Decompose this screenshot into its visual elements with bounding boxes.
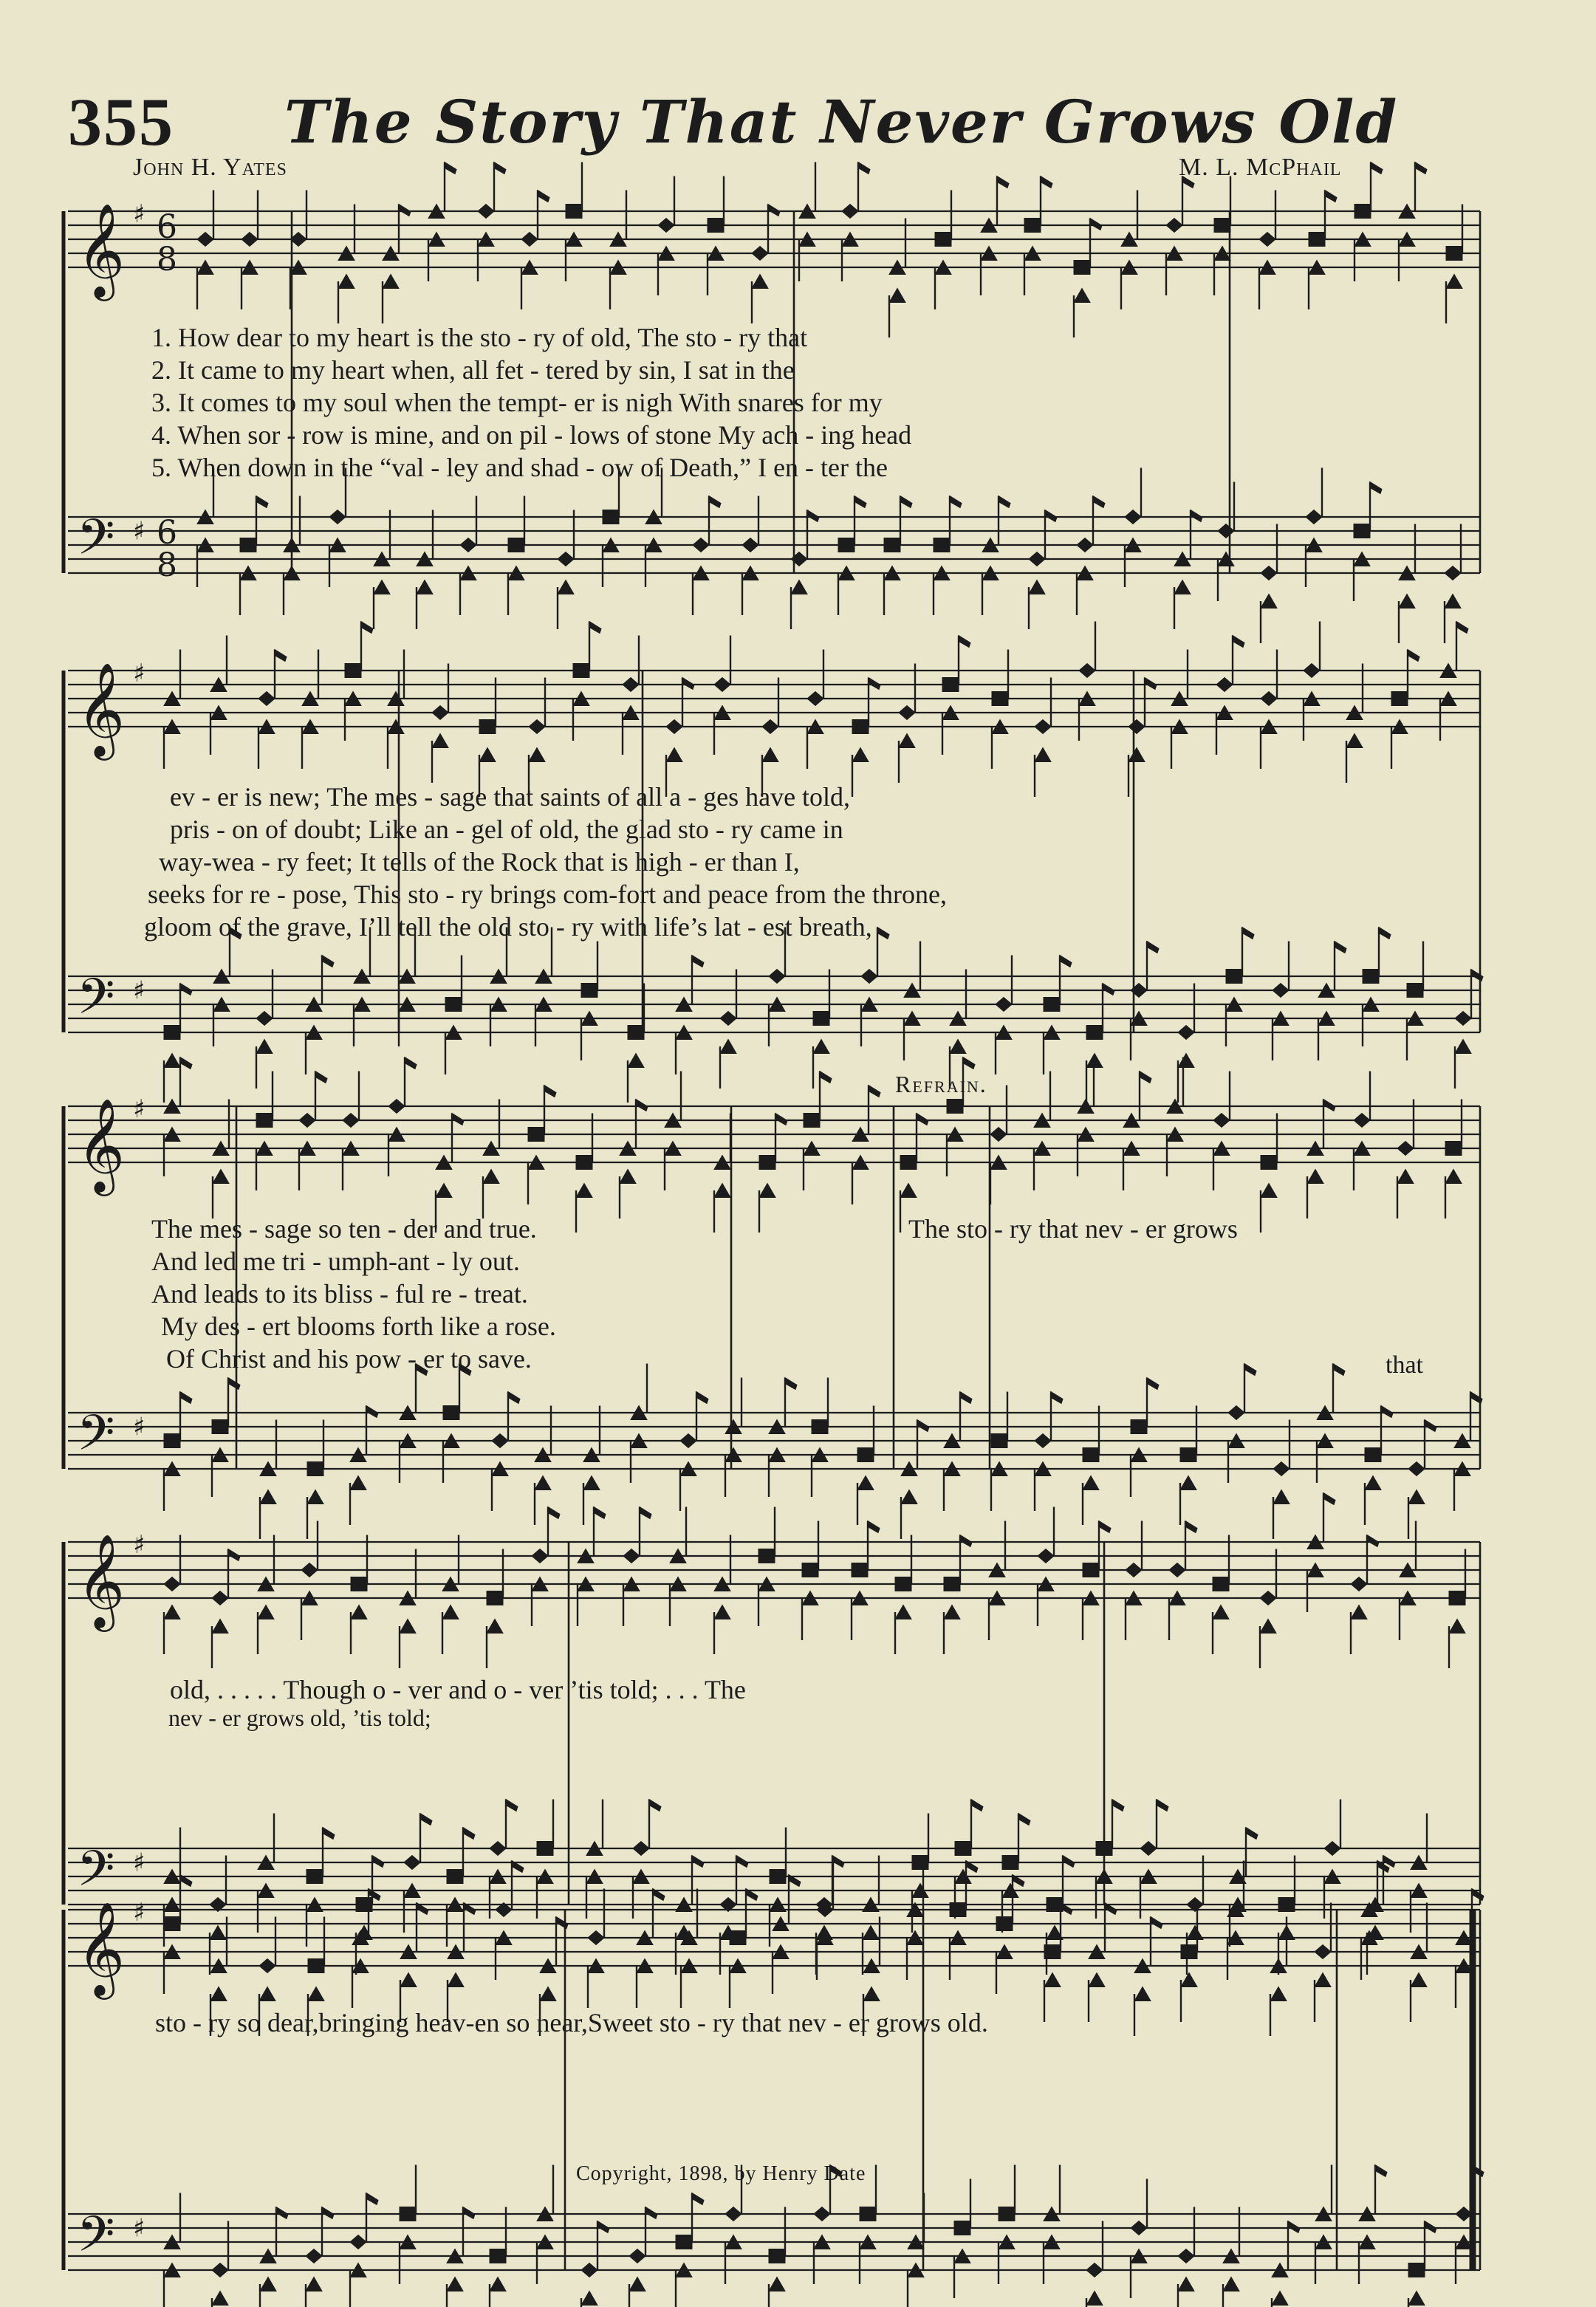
refrain-lyric-2: nev - er grows old, ’tis told; [168,1704,431,1731]
svg-text:𝄞: 𝄞 [77,1901,126,1995]
verse-lyric-1-5: 5. When down in the “val - ley and shad - ow of Death,” I en - ter the [151,453,888,482]
verse-lyric-3-2: And led me tri - umph-ant - ly out. [151,1247,520,1276]
verse-lyric-1-4: 4. When sor - row is mine, and on pil - lows of stone My ach - ing head [151,420,912,450]
svg-text:𝄢: 𝄢 [77,509,115,577]
composer: M. L. McPhail [1179,154,1342,181]
svg-text:♯: ♯ [133,976,145,1006]
verse-lyric-3-4: My des - ert blooms forth like a rose. [161,1312,556,1341]
svg-text:♯: ♯ [133,2213,145,2243]
svg-text:8: 8 [157,546,177,584]
svg-text:𝄢: 𝄢 [77,968,115,1037]
svg-text:♯: ♯ [133,1412,145,1442]
verse-lyric-2-2: pris - on of doubt; Like an - gel of old, the glad sto - ry came in [170,815,843,844]
bass-cue-that: that [1386,1351,1423,1379]
svg-text:♯: ♯ [133,659,145,689]
svg-text:♯: ♯ [133,199,145,230]
verse-lyric-3-1: The mes - sage so ten - der and true. [151,1214,537,1244]
hymn-title: The Story That Never Grows Old [284,87,1399,157]
final-lyric: sto - ry so dear,bringing heav-en so near,Sweet sto - ry that nev - er grows old. [155,2008,988,2037]
verse-lyric-2-5: gloom of the grave, I’ll tell the old sto - ry with life’s lat - est breath, [144,912,872,942]
svg-text:♯: ♯ [133,516,145,546]
verse-lyric-3-5: Of Christ and his pow - er to save. [166,1344,532,1374]
svg-text:𝄞: 𝄞 [77,662,126,756]
verse-lyric-1-3: 3. It comes to my soul when the tempt- er is nigh With snares for my [151,388,883,417]
svg-text:♯: ♯ [133,1530,145,1560]
svg-text:𝄞: 𝄞 [77,202,126,297]
svg-text:6: 6 [157,208,177,246]
svg-text:𝄢: 𝄢 [77,2206,115,2275]
verse-lyric-1-2: 2. It came to my heart when, all fet - tered by sin, I sat in the [151,355,795,385]
svg-text:♯: ♯ [133,1848,145,1878]
svg-text:𝄢: 𝄢 [77,1840,115,1909]
verse-lyric-1-1: 1. How dear to my heart is the sto - ry of old, The sto - ry that [151,323,808,352]
svg-text:𝄢: 𝄢 [77,1405,115,1473]
verse-lyric-2-1: ev - er is new; The mes - sage that saints of all a - ges have told, [170,782,851,812]
verse-lyric-2-4: seeks for re - pose, This sto - ry brings com-fort and peace from the throne, [148,880,948,909]
hymn-number: 355 [68,84,174,160]
refrain-lyric-1: old, . . . . . Though o - ver and o - ver ’tis told; . . . The [170,1675,746,1704]
verse-lyric-3-3: And leads to its bliss - ful re - treat. [151,1279,528,1309]
refrain-lyric: The sto - ry that nev - er grows [908,1214,1238,1244]
svg-text:♯: ♯ [133,1898,145,1928]
author: John H. Yates [133,154,287,181]
svg-text:♯: ♯ [133,1094,145,1125]
copyright: Copyright, 1898, by Henry Date [576,2162,866,2185]
svg-text:𝄞: 𝄞 [77,1533,126,1628]
verse-lyric-2-3: way-wea - ry feet; It tells of the Rock that is high - er than I, [159,847,800,877]
refrain-label: Refrain. [895,1071,987,1097]
svg-text:6: 6 [157,514,177,552]
svg-text:8: 8 [157,241,177,278]
svg-text:𝄞: 𝄞 [77,1097,126,1192]
